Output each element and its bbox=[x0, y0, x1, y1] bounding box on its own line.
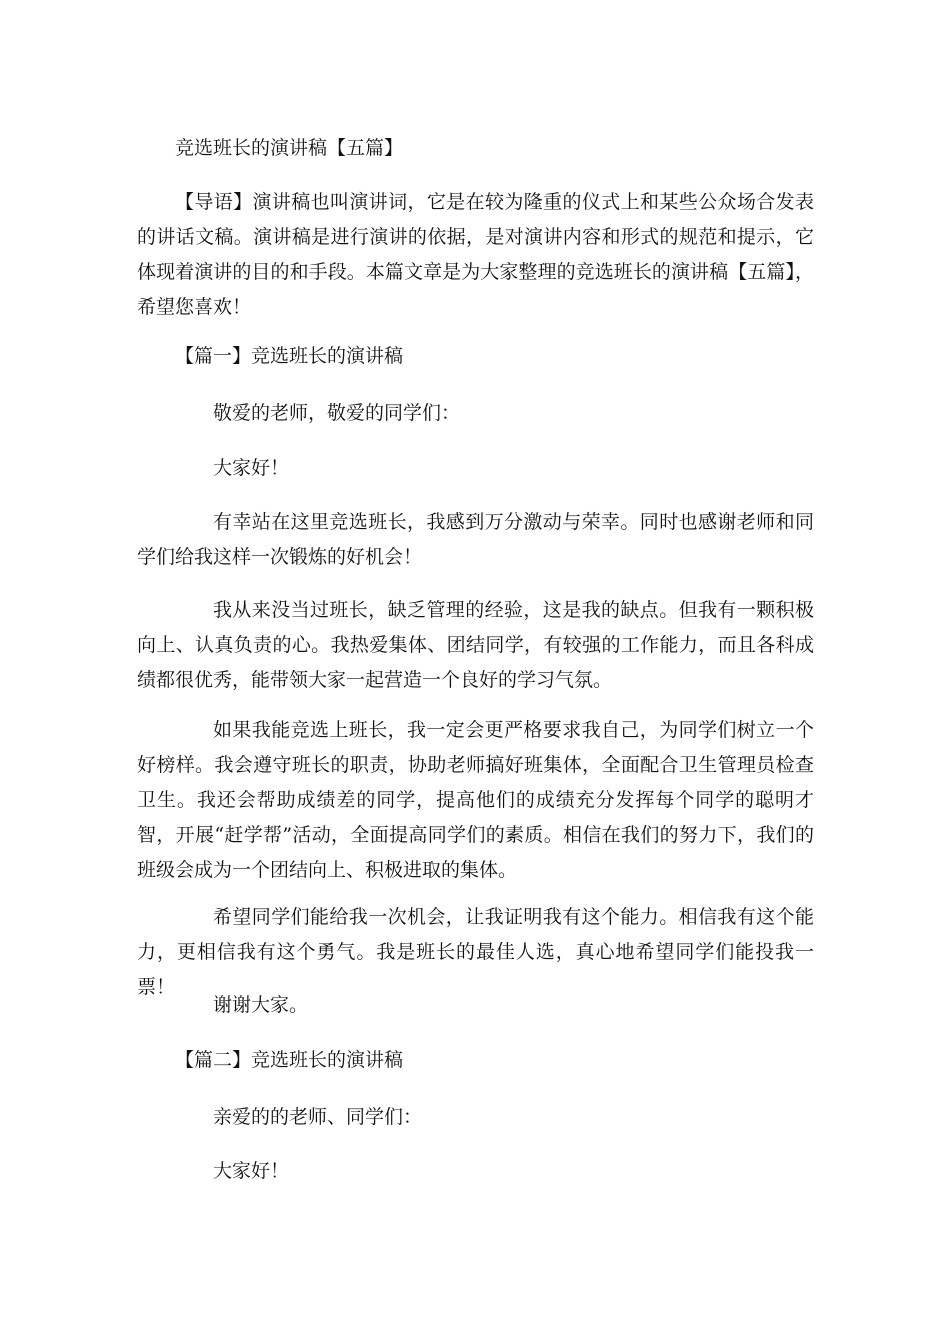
section-1-greeting: 大家好！ bbox=[213, 457, 290, 479]
section-1-paragraph-1: 有幸站在这里竞选班长，我感到万分激动与荣幸。同时也感谢老师和同学们给我这样一次锻炼的好机会！ bbox=[137, 511, 814, 568]
intro-paragraph: 【导语】演讲稿也叫演讲词，它是在较为隆重的仪式上和某些公众场合发表的讲话文稿。演讲稿是进行演讲的依据，是对演讲内容和形式的规范和提示，它体现着演讲的目的和手段。本篇文章是为大家整理的竞选班长的演讲稿【五篇】，希望您喜欢！ bbox=[137, 191, 814, 318]
section-1-paragraph-4: 希望同学们能给我一次机会，让我证明我有这个能力。相信我有这个能力，更相信我有这个勇气。我是班长的最佳人选，真心地希望同学们能投我一票！ bbox=[137, 906, 814, 998]
section-1-heading: 【篇一】竞选班长的演讲稿 bbox=[175, 345, 404, 367]
section-1-paragraph-3: 如果我能竞选上班长，我一定会更严格要求我自己，为同学们树立一个好榜样。我会遵守班长的职责，协助老师搞好班集体，全面配合卫生管理员检查卫生。我还会帮助成绩差的同学，提高他们的成绩充分发挥每个同学的聪明才智，开展“赶学帮”活动，全面提高同学们的素质。相信在我们的努力下，我们的班级会成为一个团结向上、积极进取的集体。 bbox=[137, 719, 814, 881]
section-2-greeting: 大家好！ bbox=[213, 1160, 290, 1182]
section-1-paragraph-2: 我从来没当过班长，缺乏管理的经验，这是我的缺点。但我有一颗积极向上、认真负责的心。我热爱集体、团结同学，有较强的工作能力，而且各科成绩都很优秀，能带领大家一起营造一个良好的学习气氛。 bbox=[137, 599, 814, 691]
document-title: 竞选班长的演讲稿【五篇】 bbox=[175, 137, 404, 159]
section-2-salutation: 亲爱的的老师、同学们： bbox=[213, 1106, 423, 1128]
section-1-closing: 谢谢大家。 bbox=[213, 994, 309, 1016]
section-1-salutation: 敬爱的老师，敬爱的同学们： bbox=[213, 402, 461, 424]
section-2-heading: 【篇二】竞选班长的演讲稿 bbox=[175, 1049, 404, 1071]
